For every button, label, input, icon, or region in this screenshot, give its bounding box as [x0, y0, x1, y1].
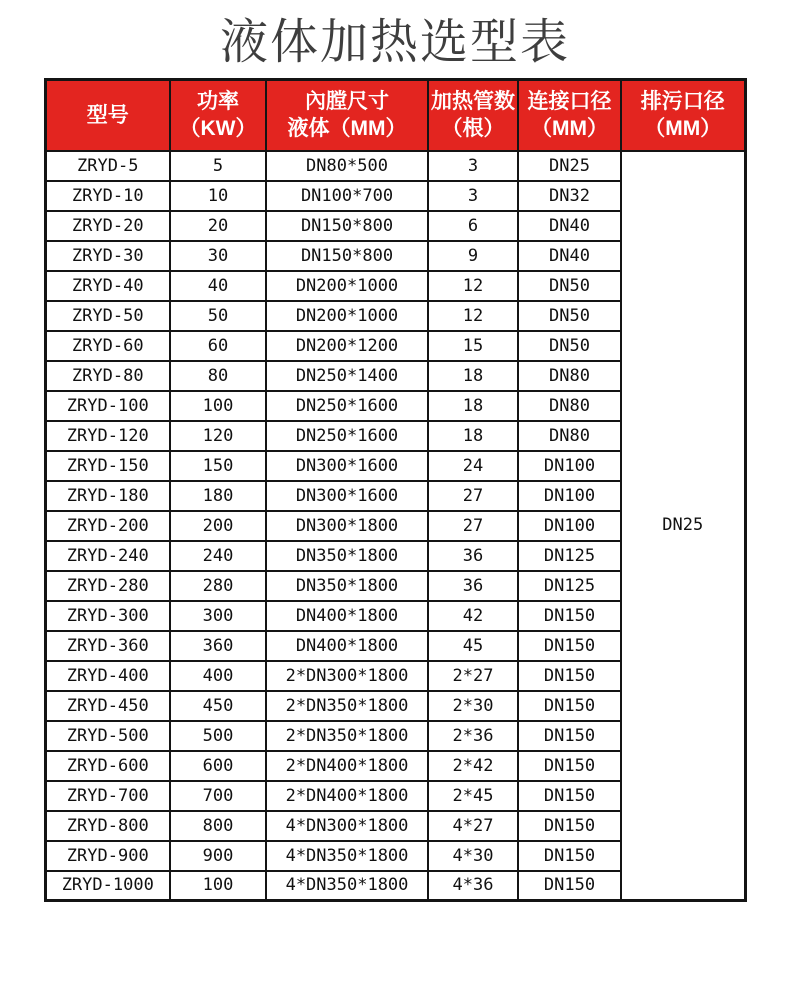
model-cell: ZRYD-300 — [45, 601, 170, 631]
table-body — [45, 151, 745, 901]
connection-cell: DN150 — [518, 871, 621, 901]
model-cell: ZRYD-120 — [45, 421, 170, 451]
model-cell: ZRYD-50 — [45, 301, 170, 331]
tube-count-cell: 12 — [428, 271, 518, 301]
connection-cell: DN150 — [518, 601, 621, 631]
connection-cell: DN150 — [518, 781, 621, 811]
connection-cell: DN150 — [518, 811, 621, 841]
power-cell: 240 — [170, 541, 266, 571]
model-cell: ZRYD-450 — [45, 691, 170, 721]
connection-cell: DN25 — [518, 151, 621, 181]
connection-cell: DN150 — [518, 691, 621, 721]
tube-count-cell: 4*27 — [428, 811, 518, 841]
model-cell: ZRYD-80 — [45, 361, 170, 391]
model-cell: ZRYD-360 — [45, 631, 170, 661]
col-header-power — [170, 80, 266, 151]
chamber-size-cell: DN400*1800 — [266, 631, 428, 661]
power-cell: 600 — [170, 751, 266, 781]
tube-count-cell: 9 — [428, 241, 518, 271]
col-header-chamber-size-line2: 液体（MM） — [287, 117, 407, 141]
chamber-size-cell: DN350*1800 — [266, 541, 428, 571]
power-cell: 10 — [170, 181, 266, 211]
model-cell: ZRYD-600 — [45, 751, 170, 781]
connection-cell: DN150 — [518, 721, 621, 751]
col-header-connection-line1: 连接口径 — [527, 90, 612, 114]
model-cell: ZRYD-150 — [45, 451, 170, 481]
col-header-drain — [621, 80, 745, 151]
chamber-size-cell: DN300*1600 — [266, 451, 428, 481]
chamber-size-cell: 4*DN300*1800 — [266, 811, 428, 841]
tube-count-cell: 2*42 — [428, 751, 518, 781]
power-cell: 20 — [170, 211, 266, 241]
chamber-size-cell: DN250*1600 — [266, 421, 428, 451]
connection-cell: DN150 — [518, 631, 621, 661]
connection-cell: DN150 — [518, 661, 621, 691]
connection-cell: DN50 — [518, 271, 621, 301]
power-cell: 400 — [170, 661, 266, 691]
chamber-size-cell: DN250*1600 — [266, 391, 428, 421]
chamber-size-cell: 2*DN400*1800 — [266, 781, 428, 811]
connection-cell: DN100 — [518, 511, 621, 541]
chamber-size-cell: 2*DN400*1800 — [266, 751, 428, 781]
connection-cell: DN80 — [518, 421, 621, 451]
tube-count-cell: 36 — [428, 541, 518, 571]
chamber-size-cell: DN400*1800 — [266, 601, 428, 631]
power-cell: 450 — [170, 691, 266, 721]
chamber-size-cell: DN350*1800 — [266, 571, 428, 601]
col-header-model — [45, 80, 170, 151]
tube-count-cell: 45 — [428, 631, 518, 661]
power-cell: 280 — [170, 571, 266, 601]
col-header-tube-count-line2: （根） — [441, 117, 505, 141]
tube-count-cell: 2*30 — [428, 691, 518, 721]
drain-diameter-cell: DN25 — [621, 151, 745, 901]
col-header-connection — [518, 80, 621, 151]
chamber-size-cell: 2*DN350*1800 — [266, 721, 428, 751]
selection-table — [44, 78, 747, 902]
model-cell: ZRYD-400 — [45, 661, 170, 691]
connection-cell: DN40 — [518, 241, 621, 271]
chamber-size-cell: DN200*1000 — [266, 301, 428, 331]
connection-cell: DN80 — [518, 361, 621, 391]
power-cell: 30 — [170, 241, 266, 271]
connection-cell: DN50 — [518, 301, 621, 331]
connection-cell: DN150 — [518, 841, 621, 871]
tube-count-cell: 3 — [428, 181, 518, 211]
power-cell: 200 — [170, 511, 266, 541]
connection-cell: DN50 — [518, 331, 621, 361]
model-cell: ZRYD-1000 — [45, 871, 170, 901]
tube-count-cell: 27 — [428, 481, 518, 511]
model-cell: ZRYD-700 — [45, 781, 170, 811]
tube-count-cell: 4*30 — [428, 841, 518, 871]
tube-count-cell: 42 — [428, 601, 518, 631]
power-cell: 900 — [170, 841, 266, 871]
chamber-size-cell: DN80*500 — [266, 151, 428, 181]
connection-cell: DN40 — [518, 211, 621, 241]
tube-count-cell: 18 — [428, 421, 518, 451]
tube-count-cell: 2*45 — [428, 781, 518, 811]
model-cell: ZRYD-10 — [45, 181, 170, 211]
model-cell: ZRYD-240 — [45, 541, 170, 571]
power-cell: 360 — [170, 631, 266, 661]
model-cell: ZRYD-30 — [45, 241, 170, 271]
power-cell: 700 — [170, 781, 266, 811]
model-cell: ZRYD-180 — [45, 481, 170, 511]
model-cell: ZRYD-40 — [45, 271, 170, 301]
power-cell: 180 — [170, 481, 266, 511]
power-cell: 150 — [170, 451, 266, 481]
connection-cell: DN150 — [518, 751, 621, 781]
model-cell: ZRYD-20 — [45, 211, 170, 241]
tube-count-cell: 4*36 — [428, 871, 518, 901]
model-cell: ZRYD-5 — [45, 151, 170, 181]
chamber-size-cell: DN300*1800 — [266, 511, 428, 541]
chamber-size-cell: 2*DN300*1800 — [266, 661, 428, 691]
connection-cell: DN100 — [518, 481, 621, 511]
tube-count-cell: 36 — [428, 571, 518, 601]
col-header-tube-count-line1: 加热管数 — [431, 90, 515, 114]
chamber-size-cell: DN100*700 — [266, 181, 428, 211]
model-cell: ZRYD-200 — [45, 511, 170, 541]
model-cell: ZRYD-280 — [45, 571, 170, 601]
chamber-size-cell: DN300*1600 — [266, 481, 428, 511]
power-cell: 50 — [170, 301, 266, 331]
tube-count-cell: 24 — [428, 451, 518, 481]
power-cell: 120 — [170, 421, 266, 451]
tube-count-cell: 18 — [428, 391, 518, 421]
model-cell: ZRYD-100 — [45, 391, 170, 421]
power-cell: 40 — [170, 271, 266, 301]
col-header-power-line2: （KW） — [179, 117, 257, 141]
col-header-power-line1: 功率 — [197, 90, 239, 114]
table-header — [45, 80, 745, 151]
chamber-size-cell: DN250*1400 — [266, 361, 428, 391]
power-cell: 500 — [170, 721, 266, 751]
power-cell: 5 — [170, 151, 266, 181]
chamber-size-cell: DN150*800 — [266, 241, 428, 271]
model-cell: ZRYD-800 — [45, 811, 170, 841]
tube-count-cell: 3 — [428, 151, 518, 181]
power-cell: 100 — [170, 391, 266, 421]
page-title: 液体加热选型表 — [219, 16, 570, 69]
chamber-size-cell: DN200*1000 — [266, 271, 428, 301]
chamber-size-cell: 2*DN350*1800 — [266, 691, 428, 721]
power-cell: 80 — [170, 361, 266, 391]
power-cell: 800 — [170, 811, 266, 841]
tube-count-cell: 6 — [428, 211, 518, 241]
tube-count-cell: 15 — [428, 331, 518, 361]
chamber-size-cell: 4*DN350*1800 — [266, 841, 428, 871]
col-header-model-line1: 型号 — [86, 103, 129, 127]
connection-cell: DN32 — [518, 181, 621, 211]
connection-cell: DN125 — [518, 571, 621, 601]
header-row — [45, 80, 745, 151]
col-header-drain-line1: 排污口径 — [640, 90, 725, 114]
model-cell: ZRYD-500 — [45, 721, 170, 751]
col-header-drain-line2: （MM） — [644, 117, 722, 141]
connection-cell: DN125 — [518, 541, 621, 571]
chamber-size-cell: DN200*1200 — [266, 331, 428, 361]
col-header-tube-count — [428, 80, 518, 151]
model-cell: ZRYD-900 — [45, 841, 170, 871]
connection-cell: DN80 — [518, 391, 621, 421]
col-header-chamber-size-line1: 內膛尺寸 — [305, 90, 389, 114]
power-cell: 300 — [170, 601, 266, 631]
tube-count-cell: 27 — [428, 511, 518, 541]
chamber-size-cell: DN150*800 — [266, 211, 428, 241]
tube-count-cell: 12 — [428, 301, 518, 331]
tube-count-cell: 2*27 — [428, 661, 518, 691]
connection-cell: DN100 — [518, 451, 621, 481]
tube-count-cell: 18 — [428, 361, 518, 391]
power-cell: 60 — [170, 331, 266, 361]
table-row — [45, 151, 745, 181]
col-header-chamber-size — [266, 80, 428, 151]
tube-count-cell: 2*36 — [428, 721, 518, 751]
model-cell: ZRYD-60 — [45, 331, 170, 361]
chamber-size-cell: 4*DN350*1800 — [266, 871, 428, 901]
power-cell: 100 — [170, 871, 266, 901]
col-header-connection-line2: （MM） — [531, 117, 608, 141]
